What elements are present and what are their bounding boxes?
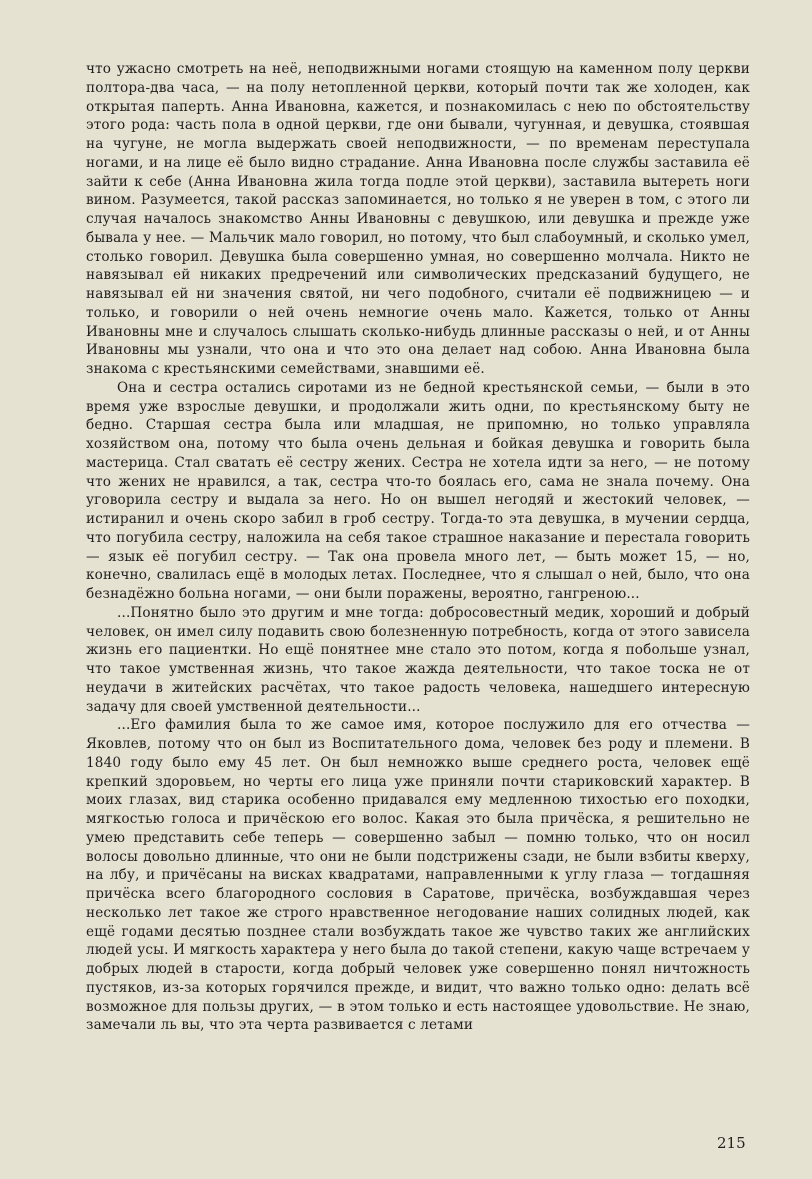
page-number: 215 xyxy=(717,1134,746,1152)
paragraph-1: что ужасно смотреть на неё, неподвижными ногами стоящую на каменном полу церкви полтора-два часа, — на полу нетопленной церкви, который почти так же холоден, как открытая паперть. Анна Ивановна, кажется, и познакомилась с нею по обстоятельству этого рода: часть пола в одной церкви, где они бывали, чугунная, и девушка, стоявшая на чугуне, не могла выдержать своей неподвижности, — по временам переступала ногами, и на лице её было видно страдание. Анна Ивановна после службы заставила её зайти к себе (Анна Ивановна жила тогда подле этой церкви), заставила вытереть ноги вином. Разумеется, такой рассказ запоминается, но только я не уверен в том, с этого ли случая началось знакомство Анны Ивановны с девушкою, или девушка и прежде уже бывала у нее. — Мальчик мало говорил, но потому, что был слабоумный, и сколько умел, столько говорил. Девушка была совершенно умная, но совершенно молчала. Никто не навязывал ей никаких предречений или символических предсказаний будущего, не навязывал ей ни значения святой, ни чего подобного, считали её подвижницею — и только, и говорили о ней очень немногие очень мало. Кажется, только от Анны Ивановны мне и случалось слышать сколько-нибудь длинные рассказы о ней, и от Анны Ивановны мы узнали, что она и что это она делает над собою. Анна Ивановна была знакома с крестьянскими семействами, знавшими её. xyxy=(86,61,750,377)
page-text xyxy=(86,60,750,1035)
paragraph-2: Она и сестра остались сиротами из не бедной крестьянской семьи, — были в это время уже взрослые девушки, и продолжали жить одни, по крестьянскому быту не бедно. Старшая сестра была или младшая, не припомню, но только управляла хозяйством она, потому что была очень дельная и бойкая девушка и говорить была мастерица. Стал сватать её сестру жених. Сестра не хотела идти за него, — не потому что жених не нравился, а так, сестра что-то боялась его, сама не знала почему. Она уговорила сестру и выдала за него. Но он вышел негодяй и жестокий человек, — истиранил и очень скоро забил в гроб сестру. Тогда-то эта девушка, в мучении сердца, что погубила сестру, наложила на себя такое страшное наказание и перестала говорить — язык её погубил сестру. — Так она провела много лет, — быть может 15, — но, конечно, свалилась ещё в молодых летах. Последнее, что я слышал о ней, было, что она безнадёжно больна ногами, — они были поражены, вероятно, гангреною... xyxy=(86,379,750,602)
paragraph-4: ...Его фамилия была то же самое имя, которое послужило для его отчества — Яковлев, потому что он был из Воспитательного дома, человек без роду и племени. В 1840 году было ему 45 лет. Он был немножко выше среднего роста, человек ещё крепкий здоровьем, но черты его лица уже приняли почти стариковский характер. В моих глазах, вид старика особенно придавался ему медленною тихостью его походки, мягкостью голоса и причёскою его волос. Какая это была причёска, я решительно не умею представить себе теперь — совершенно забыл — помню только, что он носил волосы довольно длинные, что они не были подстрижены сзади, не были взбиты кверху, на лбу, и причёсаны на висках квадратами, направленными к углу глаза — тогдашняя причёска всего благородного сословия в Саратове, причёска, возбуждавшая через несколько лет такое же строго нравственное негодование наших солидных людей, как ещё годами десятью позднее стали возбуждать такое же чувство таких же английских людей усы. И мягкость характера у него была до такой степени, какую чаще встречаем у добрых людей в старости, когда добрый человек уже совершенно понял ничтожность пустяков, из-за которых горячился прежде, и видит, что важно только одно: делать всё возможное для пользы других, — в этом только и есть настоящее удовольствие. Не знаю, замечали ль вы, что эта черта развивается с летами xyxy=(86,717,750,1034)
paragraph-3: ...Понятно было это другим и мне тогда: добросовестный медик, хороший и добрый человек, он имел силу подавить свою болезненную потребность, когда от этого зависела жизнь его пациентки. Но ещё понятнее мне стало это потом, когда я побольше узнал, что такое умственная жизнь, что такое жажда деятельности, что такое тоска не от неудачи в житейских расчётах, что такое радость человека, нашедшего интересную задачу для своей умственной деятельности... xyxy=(86,604,750,715)
